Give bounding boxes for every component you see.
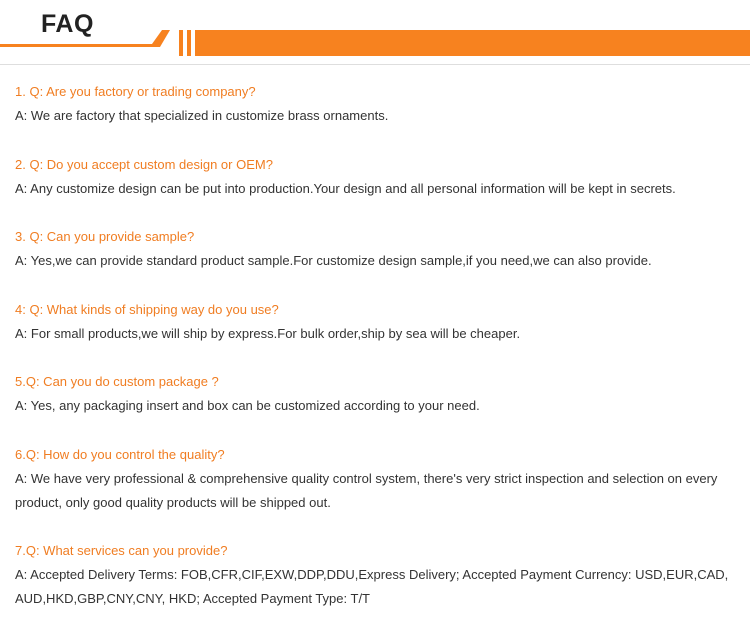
faq-item-7: [15, 539, 735, 611]
header-divider: [0, 64, 750, 65]
faq-item-4: [15, 298, 520, 346]
faq-item-3: [15, 225, 652, 273]
faq-item-5: [15, 370, 480, 418]
faq-answer-5: A: Yes, any packaging insert and box can be customized according to your need.: [15, 398, 480, 413]
faq-item-1: [15, 80, 388, 128]
faq-question-1: 1. Q: Are you factory or trading company?: [15, 84, 256, 99]
header-right-band: [195, 30, 750, 56]
faq-question-5: 5.Q: Can you do custom package ?: [15, 374, 219, 389]
faq-answer-6: A: We have very professional & comprehensive quality control system, there's very strict inspection and selection on every product, only good quality products will be shipped out.: [15, 471, 718, 510]
faq-question-6: 6.Q: How do you control the quality?: [15, 447, 225, 462]
faq-answer-3: A: Yes,we can provide standard product sample.For customize design sample,if you need,we can also provide.: [15, 253, 652, 268]
faq-question-3: 3. Q: Can you provide sample?: [15, 229, 195, 244]
faq-answer-2: A: Any customize design can be put into production.Your design and all personal information will be kept in secrets.: [15, 181, 676, 196]
faq-answer-4: A: For small products,we will ship by express.For bulk order,ship by sea will be cheaper.: [15, 326, 521, 341]
faq-question-2: 2. Q: Do you accept custom design or OEM?: [15, 157, 273, 172]
faq-header: [0, 0, 750, 64]
header-bar-2: [187, 30, 191, 56]
faq-item-2: [15, 153, 676, 201]
header-left-underline: [0, 44, 158, 47]
faq-question-4: 4: Q: What kinds of shipping way do you use?: [15, 302, 279, 317]
faq-answer-1: A: We are factory that specialized in customize brass ornaments.: [15, 108, 389, 123]
header-banner-graphic: [0, 0, 750, 64]
header-bar-1: [179, 30, 183, 56]
faq-answer-7: A: Accepted Delivery Terms: FOB,CFR,CIF,EXW,DDP,DDU,Express Delivery; Accepted Payment Currency: USD,EUR,CAD, AUD,HKD,GBP,CNY,CNY, HKD; Accepted Payment Type: T/T: [15, 567, 729, 606]
page-title: FAQ: [41, 10, 94, 38]
faq-item-6: [15, 443, 735, 515]
header-corner-slash: [152, 30, 170, 47]
faq-question-7: 7.Q: What services can you provide?: [15, 543, 228, 558]
